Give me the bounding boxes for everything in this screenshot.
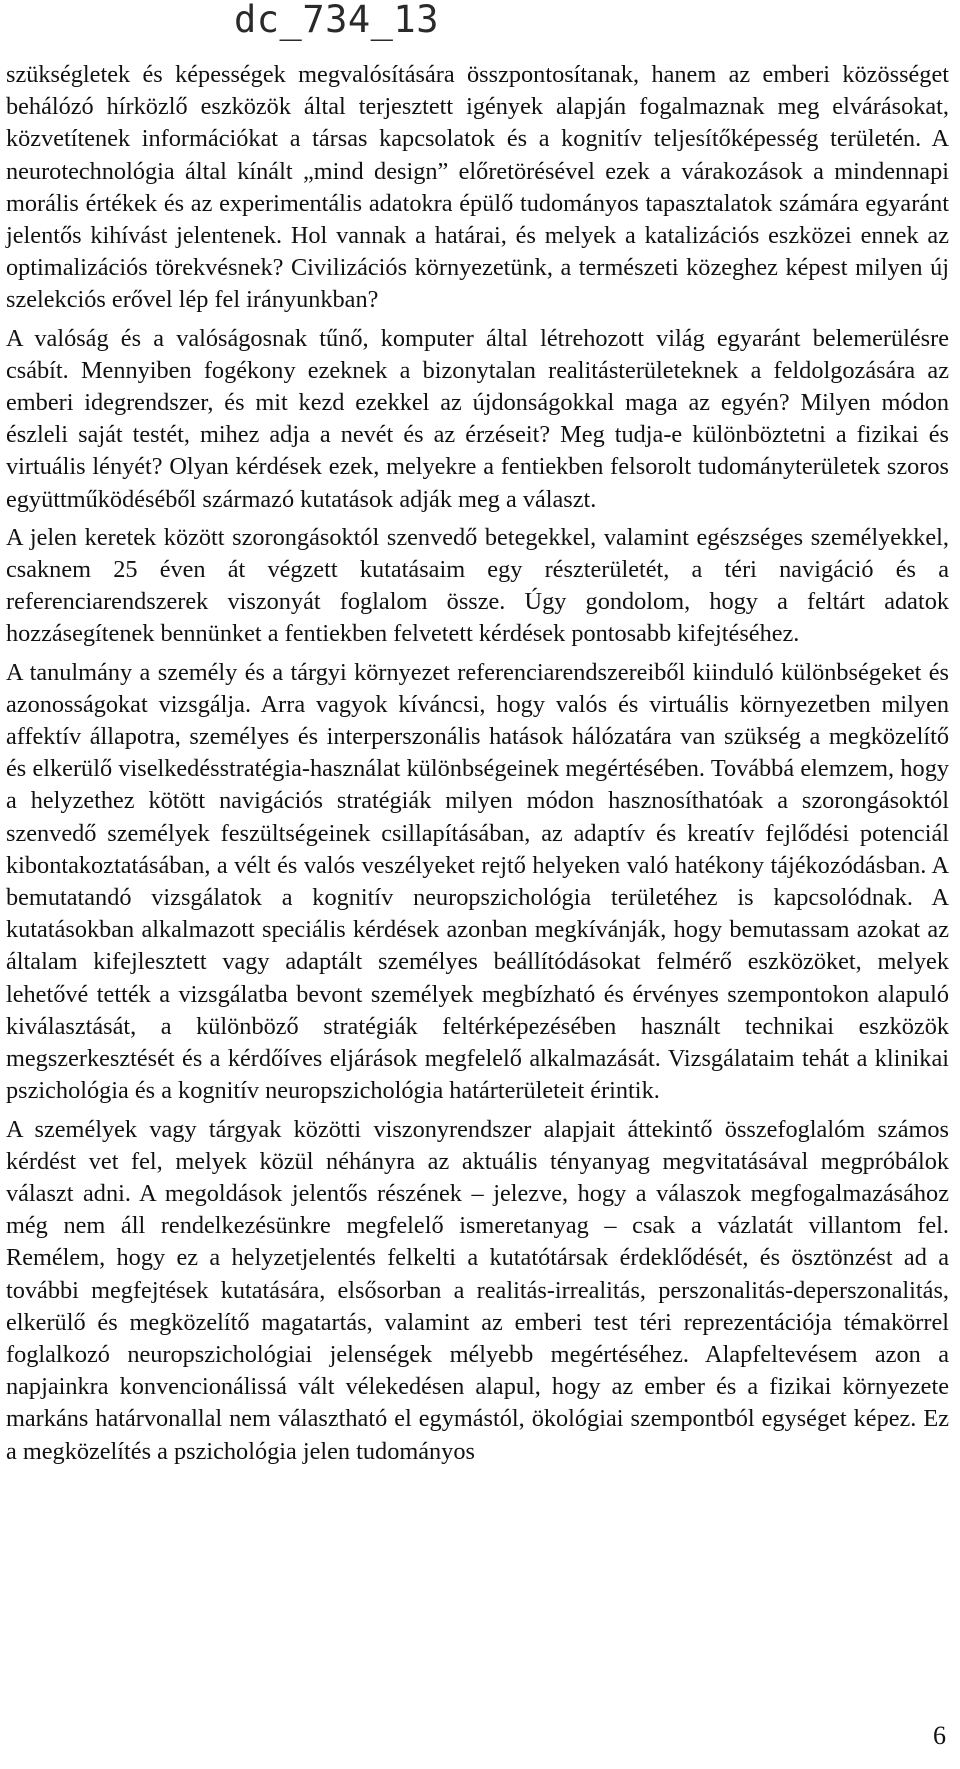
- paragraph-4: A tanulmány a személy és a tárgyi környezet referenciarendszereiből kiinduló különbségeket és azonosságokat vizsgálja. Arra vagyok kíváncsi, hogy valós és virtuális környezetben milyen affektív állapotra, személyes és interperszonális hatások hálózatára van szükség a megközelítő és elkerülő viselkedésstratégia-használat különbségeinek megértésében. Továbbá elemzem, hogy a helyzethez kötött navigációs stratégiák milyen módon hasznosíthatóak a szorongásoktól szenvedő személyek feszültségeinek csillapításában, az adaptív és kreatív fejlődési potenciál kibontakoztatásában, a vélt és valós veszélyeket rejtő helyeken való hatékony tájékozódásban. A bemutatandó vizsgálatok a kognitív neuropszichológia területéhez is kapcsolódnak. A kutatásokban alkalmazott speciális kérdések azonban megkívánják, hogy bemutassam azokat az általam kifejlesztett vagy adaptált személyes beállítódásokat felmérő eszközöket, melyek lehetővé tették a vizsgálatba bevont személyek megbízható és érvényes szempontokon alapuló kiválasztását, a különböző stratégiák feltérképezésében használt technikai eszközök megszerkesztését és a kérdőíves eljárások megfelelő alkalmazását. Vizsgálataim tehát a klinikai pszichológia és a kognitív neuropszichológia határterületeit érintik.: [6, 658, 949, 1105]
- document-body: [6, 59, 949, 1474]
- paragraph-3: A jelen keretek között szorongásoktól szenvedő betegekkel, valamint egészséges személyekkel, csaknem 25 éven át végzett kutatásaim egy részterületét, a téri navigáció és a referenciarendszerek viszonyát foglalom össze. Úgy gondolom, hogy a feltárt adatok hozzásegítenek bennünket a fentiekben felvetett kérdések pontosabb kifejtéséhez.: [6, 523, 949, 648]
- page-number: 6: [933, 1721, 946, 1750]
- paragraph-1: szükségletek és képességek megvalósítására összpontosítanak, hanem az emberi közösséget behálózó hírközlő eszközök által terjesztett igények alapján fogalmaznak meg elvárásokat, közvetítenek információkat a társas kapcsolatok és a kognitív teljesítőképesség területén. A neurotechnológia által kínált „mind design” előretörésével ezek a várakozások a mindennapi morális értékek és az experimentális adatokra épülő tudományos tapasztalatok számára egyaránt jelentős kihívást jelentenek. Hol vannak a határai, és melyek a katalizációs eszközei ennek az optimalizációs törekvésnek? Civilizációs környezetünk, a természeti közeghez képest milyen új szelekciós erővel lép fel irányunkban?: [6, 61, 949, 314]
- paragraph-2: A valóság és a valóságosnak tűnő, komputer által létrehozott világ egyaránt belemerülésre csábít. Mennyiben fogékony ezeknek a bizonytalan realitásterületeknek a feldolgozására az emberi idegrendszer, és mit kezd ezekkel az újdonságokkal maga az egyén? Milyen módon észleli saját testét, mihez adja a nevét és az érzéseit? Meg tudja-e különböztetni a fizikai és virtuális lényét? Olyan kérdések ezek, melyekre a fentiekben felsorolt tudományterületek szoros együttműködéséből származó kutatások adják meg a választ.: [6, 324, 949, 513]
- document-id-header: dc_734_13: [234, 0, 439, 41]
- paragraph-5: A személyek vagy tárgyak közötti viszonyrendszer alapjait áttekintő összefoglalóm számos kérdést vet fel, melyek közül néhányra az aktuális tényanyag megvitatásával megpróbálok választ adni. A megoldások jelentős részének – jelezve, hogy a válaszok megfogalmazásához még nem áll rendelkezésünkre megfelelő ismeretanyag – csak a vázlatát villantom fel. Remélem, hogy ez a helyzetjelentés felkelti a kutatótársak érdeklődését, és ösztönzést ad a további megfejtések kutatására, elsősorban a realitás-irrealitás, perszonalitás-deperszonalitás, elkerülő és megközelítő magatartás, valamint az emberi test téri reprezentációja témakörrel foglalkozó neuropszichológiai jelenségek mélyebb megértéséhez. Alapfeltevésem azon a napjainkra konvencionálissá vált vélekedésen alapul, hogy az ember és a fizikai környezete markáns határvonallal nem választható el egymástól, ökológiai szempontból egységet képez. Ez a megközelítés a pszichológia jelen tudományos: [6, 1115, 949, 1465]
